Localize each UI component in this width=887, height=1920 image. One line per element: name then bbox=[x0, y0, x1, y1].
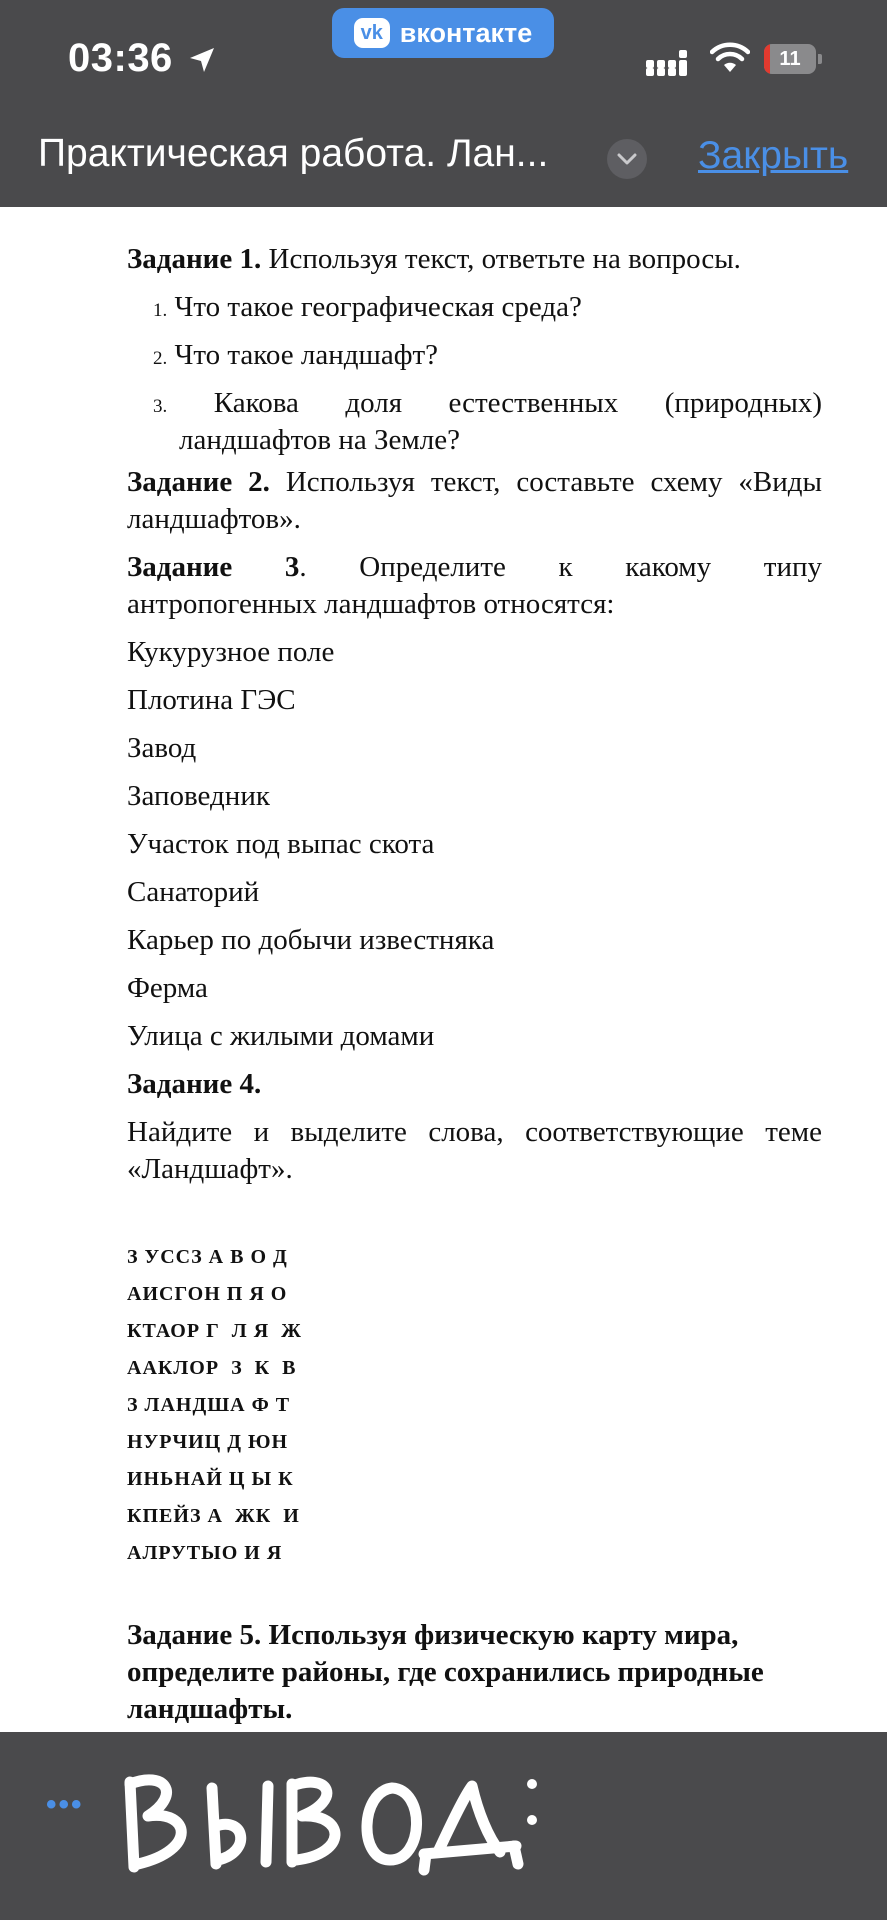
task3-item: Улица с жилыми домами bbox=[127, 1020, 435, 1052]
task5-line-1: Задание 5. Используя физическую карту мира, bbox=[127, 1619, 739, 1651]
task1-item-2: 2. Что такое ландшафт? bbox=[153, 339, 439, 371]
chevron-down-icon bbox=[616, 152, 638, 166]
task3-item: Кукурузное поле bbox=[127, 636, 335, 668]
task1-item-1: 1. Что такое географическая среда? bbox=[153, 291, 582, 323]
task3-item: Заповедник bbox=[127, 780, 270, 812]
task2-label: Задание 2. bbox=[127, 466, 270, 498]
task1-text: Используя текст, ответьте на вопросы. bbox=[261, 243, 741, 275]
title-menu-button[interactable] bbox=[607, 139, 647, 179]
task4-line-2: «Ландшафт». bbox=[127, 1153, 293, 1185]
task3-label: Задание 3 bbox=[127, 551, 300, 583]
word-grid-row: АЛРУТЫО И Я bbox=[127, 1542, 283, 1564]
task5-line-2: определите районы, где сохранились природные bbox=[127, 1656, 764, 1688]
vk-logo-icon: vk bbox=[354, 18, 390, 48]
word-grid-row: НУРЧИЦ Д ЮН bbox=[127, 1431, 289, 1453]
task3-line-1: Задание 3. Определите к какому типу bbox=[127, 551, 822, 583]
task3-item: Ферма bbox=[127, 972, 208, 1004]
more-options-icon[interactable]: ••• bbox=[46, 1788, 84, 1821]
task3-item: Завод bbox=[127, 732, 197, 764]
wifi-icon bbox=[710, 42, 750, 74]
vk-back-pill[interactable] bbox=[332, 8, 554, 58]
document-title: Практическая работа. Лан... bbox=[38, 132, 549, 175]
task3-item: Санаторий bbox=[127, 876, 260, 908]
task2-line-2: ландшафтов». bbox=[127, 503, 301, 535]
task2-line-1: Задание 2. Используя текст, составьте схему «Виды bbox=[127, 466, 822, 498]
task3-item: Карьер по добычи известняка bbox=[127, 924, 495, 956]
task4-line-1: Найдите и выделите слова, соответствующие теме bbox=[127, 1116, 822, 1148]
task5-line-3: ландшафты. bbox=[127, 1693, 293, 1725]
word-grid-row: ИНЬНАЙ Ц Ы К bbox=[127, 1468, 294, 1490]
task1-item-3: 3. Какова доля естественных (природных) bbox=[153, 387, 823, 419]
word-grid-row: КТАОР Г Л Я Ж bbox=[127, 1320, 302, 1342]
task1-item-3-cont: ландшафтов на Земле? bbox=[179, 424, 460, 456]
battery-percent: 11 bbox=[779, 47, 801, 70]
location-arrow-icon bbox=[186, 44, 218, 76]
word-grid-row: З ЛАНДША Ф Т bbox=[127, 1394, 291, 1416]
close-button[interactable]: Закрыть bbox=[698, 134, 849, 177]
word-grid-row: ААКЛОР З К В bbox=[127, 1357, 297, 1379]
handwritten-note bbox=[120, 1742, 540, 1892]
word-grid-row: АИСГОН П Я О bbox=[127, 1283, 288, 1305]
word-grid-row: З УССЗ А В О Д bbox=[127, 1246, 288, 1268]
status-time: 03:36 bbox=[68, 36, 173, 80]
task4-heading: Задание 4. bbox=[127, 1068, 262, 1100]
top-bar bbox=[0, 0, 887, 207]
task3-item: Участок под выпас скота bbox=[127, 828, 435, 860]
word-grid-row: КПЕЙЗ А ЖК И bbox=[127, 1505, 300, 1527]
cellular-signal-icon bbox=[646, 46, 690, 76]
task3-line-2: антропогенных ландшафтов относятся: bbox=[127, 588, 615, 620]
battery-icon bbox=[764, 44, 822, 74]
bottom-toolbar bbox=[0, 1732, 887, 1920]
vk-pill-label: вконтакте bbox=[399, 17, 533, 48]
task1-heading-line bbox=[127, 241, 822, 278]
task1-label: Задание 1. bbox=[127, 243, 262, 275]
task3-item: Плотина ГЭС bbox=[127, 684, 296, 716]
